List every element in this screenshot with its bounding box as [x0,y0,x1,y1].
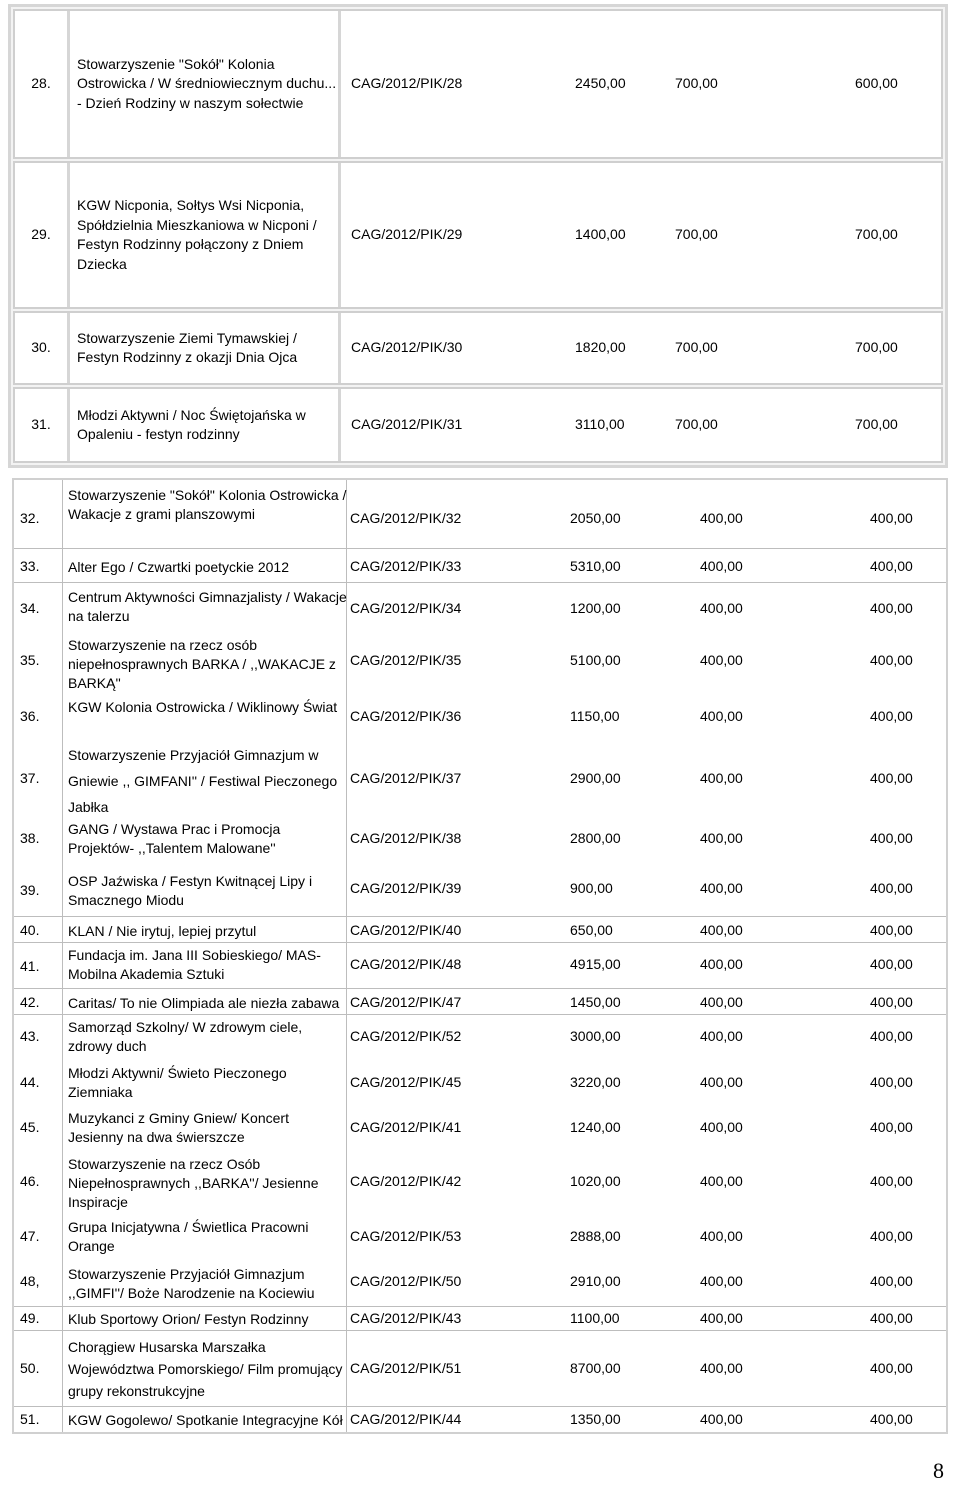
row-amount-requested: 400,00 [700,1411,743,1427]
row-code: CAG/2012/PIK/33 [350,558,462,574]
row-amount-total: 900,00 [570,880,613,896]
row-code: CAG/2012/PIK/48 [350,956,462,972]
table-row [13,311,943,385]
row-description: Centrum Aktywności Gimnazjalisty / Wakacje na talerzu [68,589,347,624]
row-code: CAG/2012/PIK/52 [350,1028,462,1044]
row-amount-requested: 400,00 [700,922,743,938]
row-description: Młodzi Aktywni / Noc Świętojańska w Opaleniu - festyn rodzinny [71,389,341,461]
row-amount-total: 1240,00 [570,1119,621,1135]
row-code: CAG/2012/PIK/39 [350,880,462,896]
page-number: 8 [933,1458,944,1483]
table-row [13,9,943,159]
row-amount-total: 5310,00 [570,558,621,574]
row-amount-total: 8700,00 [570,1360,621,1376]
row-divider [14,942,946,943]
row-amount-requested: 400,00 [700,652,743,668]
row-amount-requested: 400,00 [700,956,743,972]
row-description: Stowarzyszenie "Sokół" Kolonia Ostrowicka / W średniowiecznym duchu... - Dzień Rodziny w naszym sołectwie [71,11,341,157]
row-amount-granted: 400,00 [870,652,913,668]
row-number: 35. [20,652,40,668]
row-amount-granted: 600,00 [855,75,898,92]
row-amount-granted: 400,00 [870,1360,913,1376]
row-amount-total: 650,00 [570,922,613,938]
row-code: CAG/2012/PIK/30 [351,339,463,356]
row-amount-granted: 400,00 [870,1310,913,1326]
row-code: CAG/2012/PIK/44 [350,1411,462,1427]
table-row [13,161,943,309]
row-number: 46. [20,1173,40,1189]
row-description: Stowarzyszenie "Sokół" Kolonia Ostrowicka / Wakacje z grami planszowymi [68,487,347,522]
row-amount-total: 3000,00 [570,1028,621,1044]
row-description: KGW Gogolewo/ Spotkanie Integracyjne Kół [68,1412,343,1428]
row-amount-total: 1820,00 [575,339,626,356]
row-amount-total: 2450,00 [575,75,626,92]
row-amount-total: 1020,00 [570,1173,621,1189]
row-number: 28. [15,11,70,157]
row-description: Młodzi Aktywni/ Świeto Pieczonego Ziemniaka [68,1065,287,1100]
row-code: CAG/2012/PIK/53 [350,1228,462,1244]
row-divider [14,988,946,989]
row-description: OSP Jaźwiska / Festyn Kwitnącej Lipy i Smacznego Miodu [68,873,313,908]
row-amount-total: 1450,00 [570,994,621,1010]
row-description: Stowarzyszenie Przyjaciół Gimnazjum w Gniewie ,, GIMFANI'' / Festiwal Pieczonego Jabłka [68,747,338,815]
row-number: 42. [20,994,40,1010]
row-amount-granted: 400,00 [870,1173,913,1189]
row-description: Muzykanci z Gminy Gniew/ Koncert Jesienny na dwa świerszcze [68,1110,289,1145]
row-code: CAG/2012/PIK/36 [350,708,462,724]
row-amount-requested: 400,00 [700,1028,743,1044]
row-code: CAG/2012/PIK/47 [350,994,462,1010]
row-code: CAG/2012/PIK/31 [351,416,463,433]
row-number: 43. [20,1028,40,1044]
row-amount-granted: 400,00 [870,830,913,846]
row-amount-requested: 700,00 [675,416,718,433]
row-number: 36. [20,708,40,724]
row-code: CAG/2012/PIK/34 [350,600,462,616]
column-divider [62,480,63,1432]
row-number: 51. [20,1411,40,1427]
row-description: Stowarzyszenie Przyjaciół Gimnazjum ,,GIMFI''/ Boże Narodzenie na Kociewiu [68,1266,315,1301]
row-number: 29. [15,163,70,307]
row-code: CAG/2012/PIK/28 [351,75,463,92]
row-amount-granted: 400,00 [870,1228,913,1244]
row-code: CAG/2012/PIK/50 [350,1273,462,1289]
row-amount-granted: 400,00 [870,558,913,574]
row-code: CAG/2012/PIK/45 [350,1074,462,1090]
row-code: CAG/2012/PIK/32 [350,510,462,526]
row-number: 41. [20,958,40,974]
row-description: Stowarzyszenie na rzecz osób niepełnosprawnych BARKA / ,,WAKACJE z BARKĄ'' [68,637,336,691]
row-amount-requested: 400,00 [700,558,743,574]
row-description: Caritas/ To nie Olimpiada ale niezła zabawa [68,995,340,1011]
row-amount-requested: 400,00 [700,1119,743,1135]
row-description: KGW Nicponia, Sołtys Wsi Nicponia, Spółdzielnia Mieszkaniowa w Nicponi / Festyn Rodzinny połączony z Dniem Dziecka [71,163,341,307]
row-number: 38. [20,830,40,846]
row-amount-total: 5100,00 [570,652,621,668]
row-number: 37. [20,770,40,786]
row-amount-total: 2800,00 [570,830,621,846]
row-amount-granted: 700,00 [855,416,898,433]
row-number: 30. [15,313,70,383]
row-amount-requested: 400,00 [700,880,743,896]
row-divider [14,548,946,549]
row-amount-requested: 400,00 [700,1310,743,1326]
row-code: CAG/2012/PIK/41 [350,1119,462,1135]
row-code: CAG/2012/PIK/51 [350,1360,462,1376]
row-code: CAG/2012/PIK/35 [350,652,462,668]
row-code: CAG/2012/PIK/38 [350,830,462,846]
row-amount-granted: 400,00 [870,880,913,896]
row-description: KLAN / Nie irytuj, lepiej przytul [68,923,257,939]
top-table [8,4,948,468]
row-divider [14,1406,946,1407]
row-description: GANG / Wystawa Prac i Promocja Projektów- ,,Talentem Malowane'' [68,821,281,856]
row-number: 39. [20,882,40,898]
row-amount-total: 2888,00 [570,1228,621,1244]
row-amount-granted: 400,00 [870,1028,913,1044]
row-amount-granted: 400,00 [870,1273,913,1289]
row-description: Stowarzyszenie na rzecz Osób Niepełnosprawnych ,,BARKA''/ Jesienne Inspiracje [68,1156,319,1210]
row-amount-total: 1350,00 [570,1411,621,1427]
row-amount-granted: 400,00 [870,1411,913,1427]
row-amount-requested: 400,00 [700,1228,743,1244]
row-number: 49. [20,1310,40,1326]
row-amount-requested: 400,00 [700,830,743,846]
row-number: 31. [15,389,70,461]
row-amount-requested: 400,00 [700,1173,743,1189]
row-code: CAG/2012/PIK/42 [350,1173,462,1189]
row-amount-granted: 400,00 [870,1119,913,1135]
row-number: 50. [20,1360,40,1376]
row-code: CAG/2012/PIK/37 [350,770,462,786]
row-amount-total: 3220,00 [570,1074,621,1090]
row-divider [14,582,946,583]
row-description: Klub Sportowy Orion/ Festyn Rodzinny [68,1311,309,1327]
row-description: Fundacja im. Jana III Sobieskiego/ MAS-Mobilna Akademia Sztuki [68,947,321,982]
row-amount-requested: 400,00 [700,1273,743,1289]
row-number: 48, [20,1273,40,1289]
row-number: 32. [20,510,40,526]
row-number: 34. [20,600,40,616]
row-amount-total: 1100,00 [570,1310,620,1326]
row-divider [14,1330,946,1331]
row-amount-granted: 700,00 [855,339,898,356]
row-number: 45. [20,1119,40,1135]
row-amount-requested: 400,00 [700,510,743,526]
bottom-table [12,478,948,1434]
row-amount-requested: 700,00 [675,75,718,92]
row-amount-granted: 400,00 [870,600,913,616]
row-amount-requested: 400,00 [700,708,743,724]
table-row [13,387,943,463]
row-amount-total: 2050,00 [570,510,621,526]
row-divider [14,1014,946,1015]
row-code: CAG/2012/PIK/40 [350,922,462,938]
row-description: Chorągiew Husarska Marszałka Województwa Pomorskiego/ Film promujący grupy rekonstrukcyjne [68,1339,343,1399]
row-amount-requested: 700,00 [675,226,718,243]
row-amount-granted: 400,00 [870,1074,913,1090]
row-amount-granted: 400,00 [870,956,913,972]
row-description: KGW Kolonia Ostrowicka / Wiklinowy Świat [68,699,338,715]
row-amount-requested: 400,00 [700,600,743,616]
row-number: 44. [20,1074,40,1090]
row-amount-granted: 400,00 [870,708,913,724]
row-amount-requested: 400,00 [700,770,743,786]
row-amount-total: 4915,00 [570,956,621,972]
row-description: Stowarzyszenie Ziemi Tymawskiej / Festyn Rodzinny z okazji Dnia Ojca [71,313,341,383]
row-description: Grupa Inicjatywna / Świetlica Pracowni Orange [68,1219,309,1254]
row-amount-requested: 400,00 [700,1360,743,1376]
row-amount-granted: 400,00 [870,510,913,526]
row-amount-requested: 700,00 [675,339,718,356]
row-code: CAG/2012/PIK/29 [351,226,463,243]
row-amount-total: 1200,00 [570,600,621,616]
row-number: 33. [20,558,40,574]
row-amount-granted: 400,00 [870,770,913,786]
row-amount-granted: 700,00 [855,226,898,243]
row-description: Alter Ego / Czwartki poetyckie 2012 [68,559,289,575]
row-amount-requested: 400,00 [700,1074,743,1090]
row-amount-requested: 400,00 [700,994,743,1010]
row-divider [14,916,946,917]
row-amount-granted: 400,00 [870,994,913,1010]
row-number: 47. [20,1228,40,1244]
row-number: 40. [20,922,40,938]
row-divider [14,1306,946,1307]
row-amount-total: 1150,00 [570,708,620,724]
row-amount-total: 2900,00 [570,770,621,786]
row-amount-granted: 400,00 [870,922,913,938]
row-amount-total: 2910,00 [570,1273,621,1289]
row-amount-total: 1400,00 [575,226,626,243]
row-amount-total: 3110,00 [575,416,625,433]
row-code: CAG/2012/PIK/43 [350,1310,462,1326]
row-description: Samorząd Szkolny/ W zdrowym ciele, zdrowy duch [68,1019,303,1054]
